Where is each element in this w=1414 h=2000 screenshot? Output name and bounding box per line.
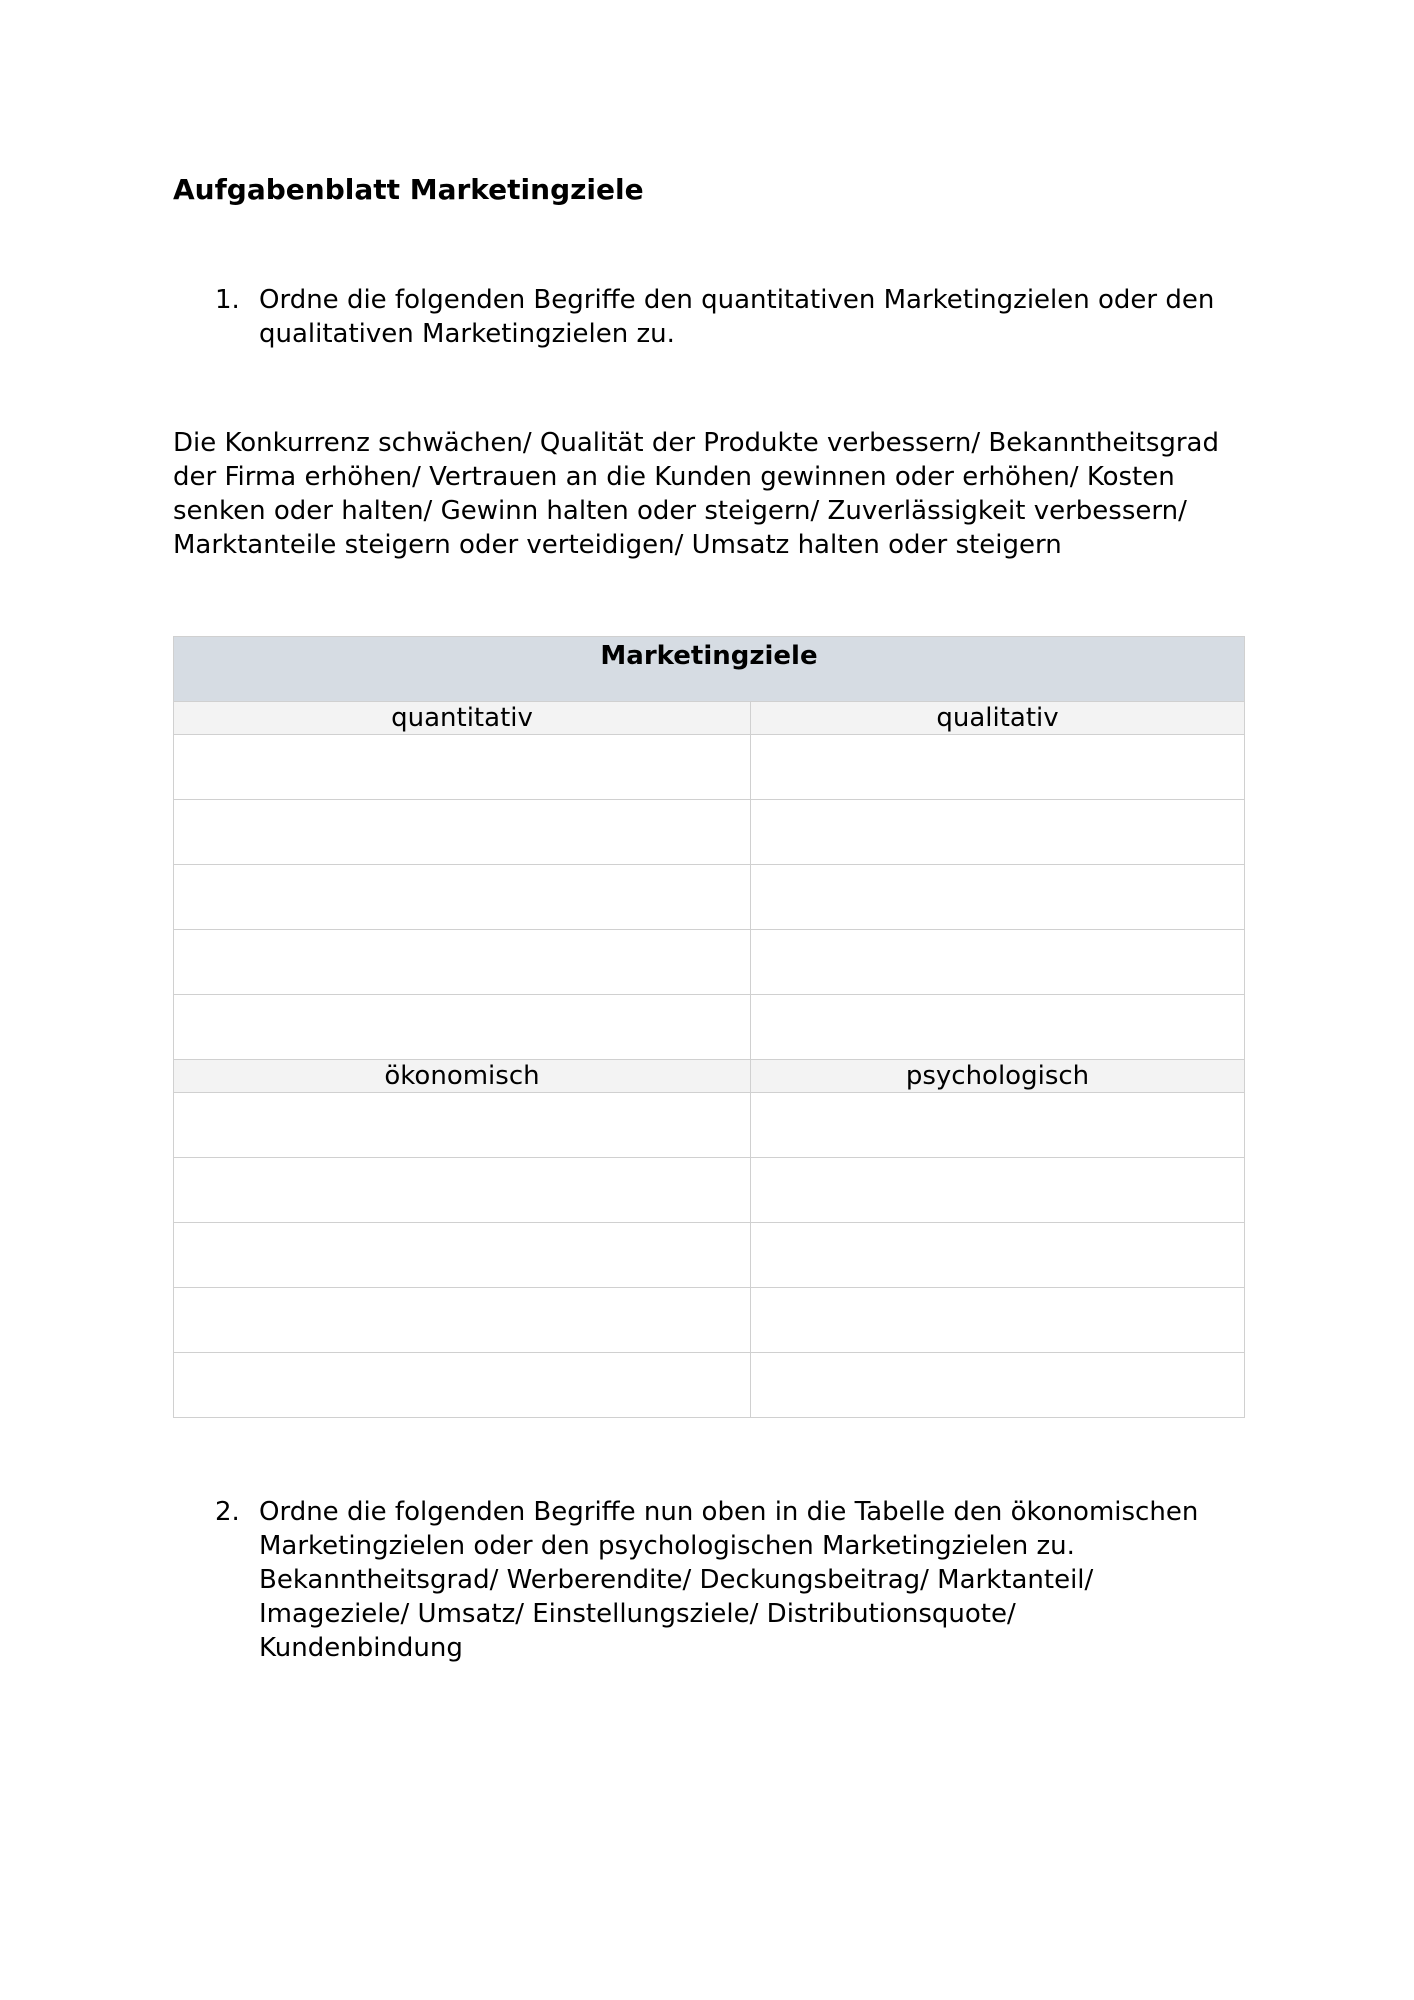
header-psychologisch: psychologisch bbox=[751, 1060, 1245, 1093]
answer-cell-oekonomisch bbox=[174, 1158, 751, 1223]
answer-cell-psychologisch bbox=[751, 1353, 1245, 1418]
marketing-goals-table bbox=[173, 636, 1245, 1418]
section-header-row bbox=[174, 702, 1245, 735]
task-2-text: Ordne die folgenden Begriffe nun oben in die Tabelle den ökonomischen Marketingzielen oder den psychologischen Marketingzielen zu. Bekanntheitsgrad/ Werberendite/ Deckungsbeitrag/ Marktanteil/ Imageziele/ Umsatz/ Einstellungsziele/ Distributionsquote/ Kundenbindung bbox=[259, 1497, 1199, 1663]
answer-cell-oekonomisch bbox=[174, 1093, 751, 1158]
answer-cell-quantitativ bbox=[174, 865, 751, 930]
answer-cell-oekonomisch bbox=[174, 1353, 751, 1418]
table-title: Marketingziele bbox=[174, 637, 1245, 702]
task-1 bbox=[215, 283, 1265, 351]
table-row bbox=[174, 865, 1245, 930]
task-1-text: Ordne die folgenden Begriffe den quantitativen Marketingzielen oder den qualitativen Marketingzielen zu. bbox=[259, 285, 1215, 349]
answer-cell-oekonomisch bbox=[174, 1223, 751, 1288]
task-2-number: 2. bbox=[215, 1497, 240, 1527]
answer-cell-qualitativ bbox=[751, 865, 1245, 930]
table-row bbox=[174, 995, 1245, 1060]
table-row bbox=[174, 1223, 1245, 1288]
task-2 bbox=[215, 1495, 1265, 1665]
section-header-row bbox=[174, 1060, 1245, 1093]
answer-cell-psychologisch bbox=[751, 1223, 1245, 1288]
answer-cell-qualitativ bbox=[751, 800, 1245, 865]
table-row bbox=[174, 1288, 1245, 1353]
table-row bbox=[174, 1353, 1245, 1418]
answer-cell-oekonomisch bbox=[174, 1288, 751, 1353]
table-row bbox=[174, 800, 1245, 865]
table-row bbox=[174, 930, 1245, 995]
answer-cell-qualitativ bbox=[751, 735, 1245, 800]
answer-cell-psychologisch bbox=[751, 1158, 1245, 1223]
answer-cell-psychologisch bbox=[751, 1288, 1245, 1353]
page-title: Aufgabenblatt Marketingziele bbox=[173, 173, 644, 206]
answer-cell-qualitativ bbox=[751, 930, 1245, 995]
answer-cell-quantitativ bbox=[174, 930, 751, 995]
header-quantitativ: quantitativ bbox=[174, 702, 751, 735]
task-1-number: 1. bbox=[215, 285, 240, 315]
table-row bbox=[174, 1093, 1245, 1158]
header-oekonomisch: ökonomisch bbox=[174, 1060, 751, 1093]
answer-cell-quantitativ bbox=[174, 735, 751, 800]
terms-list-paragraph: Die Konkurrenz schwächen/ Qualität der Produkte verbessern/ Bekanntheitsgrad der Firma erhöhen/ Vertrauen an die Kunden gewinnen oder erhöhen/ Kosten senken oder halten/ Gewinn halten oder steigern/ Zuverlässigkeit verbessern/ Marktanteile steigern oder verteidigen/ Umsatz halten oder steigern bbox=[173, 428, 1219, 560]
answer-cell-quantitativ bbox=[174, 995, 751, 1060]
table-row bbox=[174, 735, 1245, 800]
answer-cell-psychologisch bbox=[751, 1093, 1245, 1158]
answer-cell-quantitativ bbox=[174, 800, 751, 865]
table-title-row bbox=[174, 637, 1245, 702]
answer-cell-qualitativ bbox=[751, 995, 1245, 1060]
table-row bbox=[174, 1158, 1245, 1223]
header-qualitativ: qualitativ bbox=[751, 702, 1245, 735]
